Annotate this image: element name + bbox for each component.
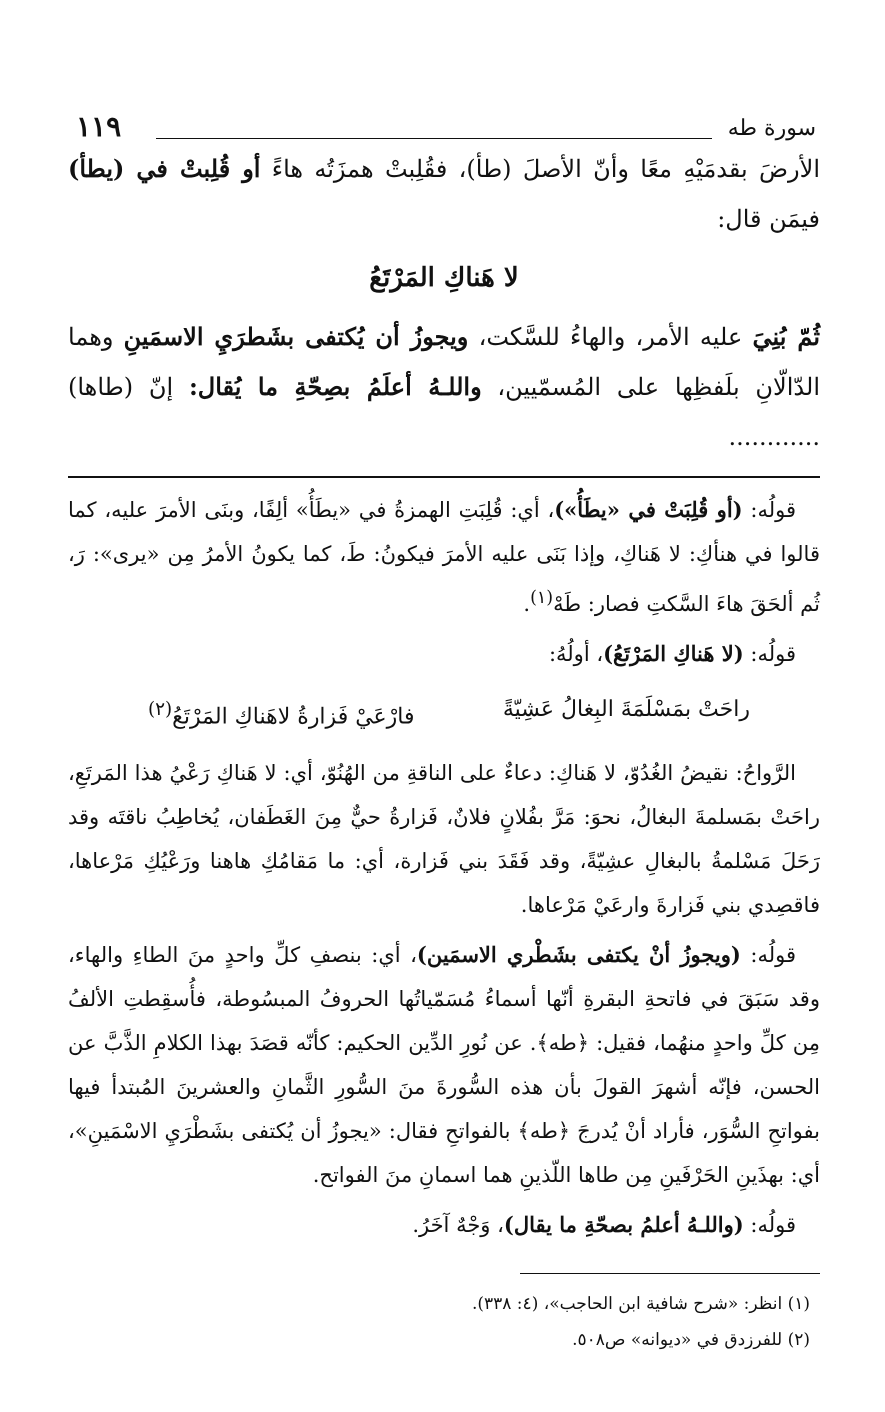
main-text-run: إنّ (طاها) ............ — [68, 373, 820, 451]
footnote-ref-1[interactable]: (١) — [530, 588, 554, 608]
footnote-1: (١) انظر: «شرح شافية ابن الحاجب»، (٤: ٣٣٨). — [471, 1294, 810, 1315]
commentary-run: ، وَجْهٌ آخَرُ. — [412, 1213, 504, 1238]
header-rule — [156, 138, 712, 139]
commentary-lemma: (لا هَناكِ المَرْتَعُ) — [603, 641, 744, 666]
sura-title: سورة طه — [727, 116, 816, 141]
commentary-run: ، أولُهُ: — [548, 642, 604, 666]
page-number: ١١٩ — [76, 110, 122, 143]
commentary-paragraph-5 — [68, 1203, 820, 1247]
main-text-bold-run: واللـهُ أعلَمُ بصِحّةِ ما يُقال: — [188, 372, 482, 401]
main-text-bold-run: أو قُلِبتْ في (يطأ) — [68, 154, 261, 183]
main-text-run: وهما الدّالّانِ بلَفظِها على المُسمّيين، — [68, 323, 820, 401]
commentary-run: قولُه: — [743, 642, 796, 666]
commentary-paragraph-2 — [68, 632, 820, 676]
commentary — [68, 488, 820, 1247]
commentary-run: . — [523, 592, 531, 616]
main-text — [68, 144, 820, 462]
commentary-run: ، أي: قُلِبَتِ الهمزةُ في «يطَأُ» ألِفًا، وبنَى الأمرَ عليه، كما قالوا في هنأكِ: لا هَناكِ، وإذا بَنَى عليه الأمرَ فيكونُ: طَ، كما يكونُ الأمرُ مِن «يرى»: رَ، ثُم ألحَقَ هاءَ السَّكتِ فصار: طَهْ — [68, 498, 820, 616]
commentary-lemma: (ويجوزُ أنْ يكتفى بشَطْري الاسمَين) — [416, 942, 741, 968]
commentary-paragraph-4 — [68, 933, 820, 1197]
main-text-run: الأرضَ بقدمَيْهِ معًا وأنّ الأصلَ (طأ)، فقُلِبتْ همزَتُه هاءً — [260, 155, 820, 183]
main-paragraph-1 — [68, 144, 820, 244]
main-text-run: فيمَن قال: — [717, 205, 820, 233]
commentary-lemma: (أو قُلِبَتْ في «يطَأُ») — [554, 497, 743, 522]
footnote-2: (٢) للفرزدق في «ديوانه» ص٥٠٨. — [572, 1330, 810, 1351]
book-page — [68, 100, 820, 1358]
verse-second-hemistich-wrap — [148, 682, 415, 745]
commentary-paragraph-3: الرَّواحُ: نقيضُ الغُدُوّ، لا هَناكِ: دعاءٌ على الناقةِ من الهُنُوّ، أي: لا هَناكِ رَعْيُ هذا المَرتَعِ، راحَتْ بمَسلمةَ البغالُ، نحوَ: مَرَّ بفُلانٍ فلانٌ، فَزارةُ حيٌّ مِنَ الغَطَفان، يُخاطِبُ ناقتَه وقد رَحَلَ مَسْلمةُ بالبغالِ عشِيّةً، وقد فَقَدَ بني فَزارة، أي: ما مَقامُكِ هاهنا ورَعْيُكِ مَرْعاها، فاقصِدي بني فَزارةَ وارعَيْ مَرْعاها. — [68, 761, 820, 918]
cited-verse: لا هَناكِ المَرْتَعُ — [369, 263, 519, 293]
poetry-verse — [68, 682, 820, 745]
footnotes — [68, 1286, 820, 1358]
main-paragraph-2 — [68, 312, 820, 462]
footnote-divider — [520, 1273, 820, 1274]
commentary-run: قولُه: — [740, 943, 797, 968]
commentary-paragraph-1 — [68, 488, 820, 626]
main-text-run: عليه الأمر، والهاءُ للسَّكت، — [468, 323, 753, 351]
verse-first-hemistich: راحَتْ بمَسْلَمَةَ البِغالُ عَشِيّةً — [502, 697, 750, 722]
commentary-run: ، أي: بنصفِ كلِّ واحدٍ منَ الطاءِ والهاء، وقد سَبَقَ في فاتحةِ البقرةِ أنّها أسماءُ مُسَمّياتُها الحروفُ المبسُوطة، فأُسقِطتِ الألفُ مِن كلِّ واحدٍ منهُما، فقيل: ﴿طه﴾. عن نُورِ الدِّين الحكيم: كأنّه قصَدَ بهذا الكلامِ الذَّبَّ عن الحسن، فإنّه أشهرَ القولَ بأن هذه السُّورةَ منَ السُّورِ الثَّمانِ والعشرينَ المُبتدأ فيها بفواتحِ السُّوَر، فأراد أنْ يُدرجَ ﴿طه﴾ بالفواتحِ فقال: «يجوزُ أن يُكتفى بشَطْرَيِ الاسْمَينِ»، أي: بهذَينِ الحَرْفَينِ مِن طاها اللّذينِ هما اسمانِ منَ الفواتح. — [68, 943, 820, 1188]
commentary-run: قولُه: — [743, 1213, 796, 1238]
main-text-bold-run: ويجوزُ أن يُكتفى بشَطرَيِ الاسمَينِ — [123, 322, 469, 351]
verse-second-hemistich: فارْعَيْ فَزارةُ لاهَناكِ المَرْتَعُ — [172, 704, 415, 730]
commentary-run: قولُه: — [742, 498, 797, 522]
footnote-ref-2[interactable]: (٢) — [148, 699, 173, 720]
main-divider — [68, 476, 820, 478]
commentary-lemma: (واللـهُ أعلمُ بصحّةِ ما يقال) — [503, 1212, 744, 1238]
page-header — [68, 100, 820, 143]
main-text-bold-run: ثُمّ بُنِيَ — [752, 322, 820, 351]
